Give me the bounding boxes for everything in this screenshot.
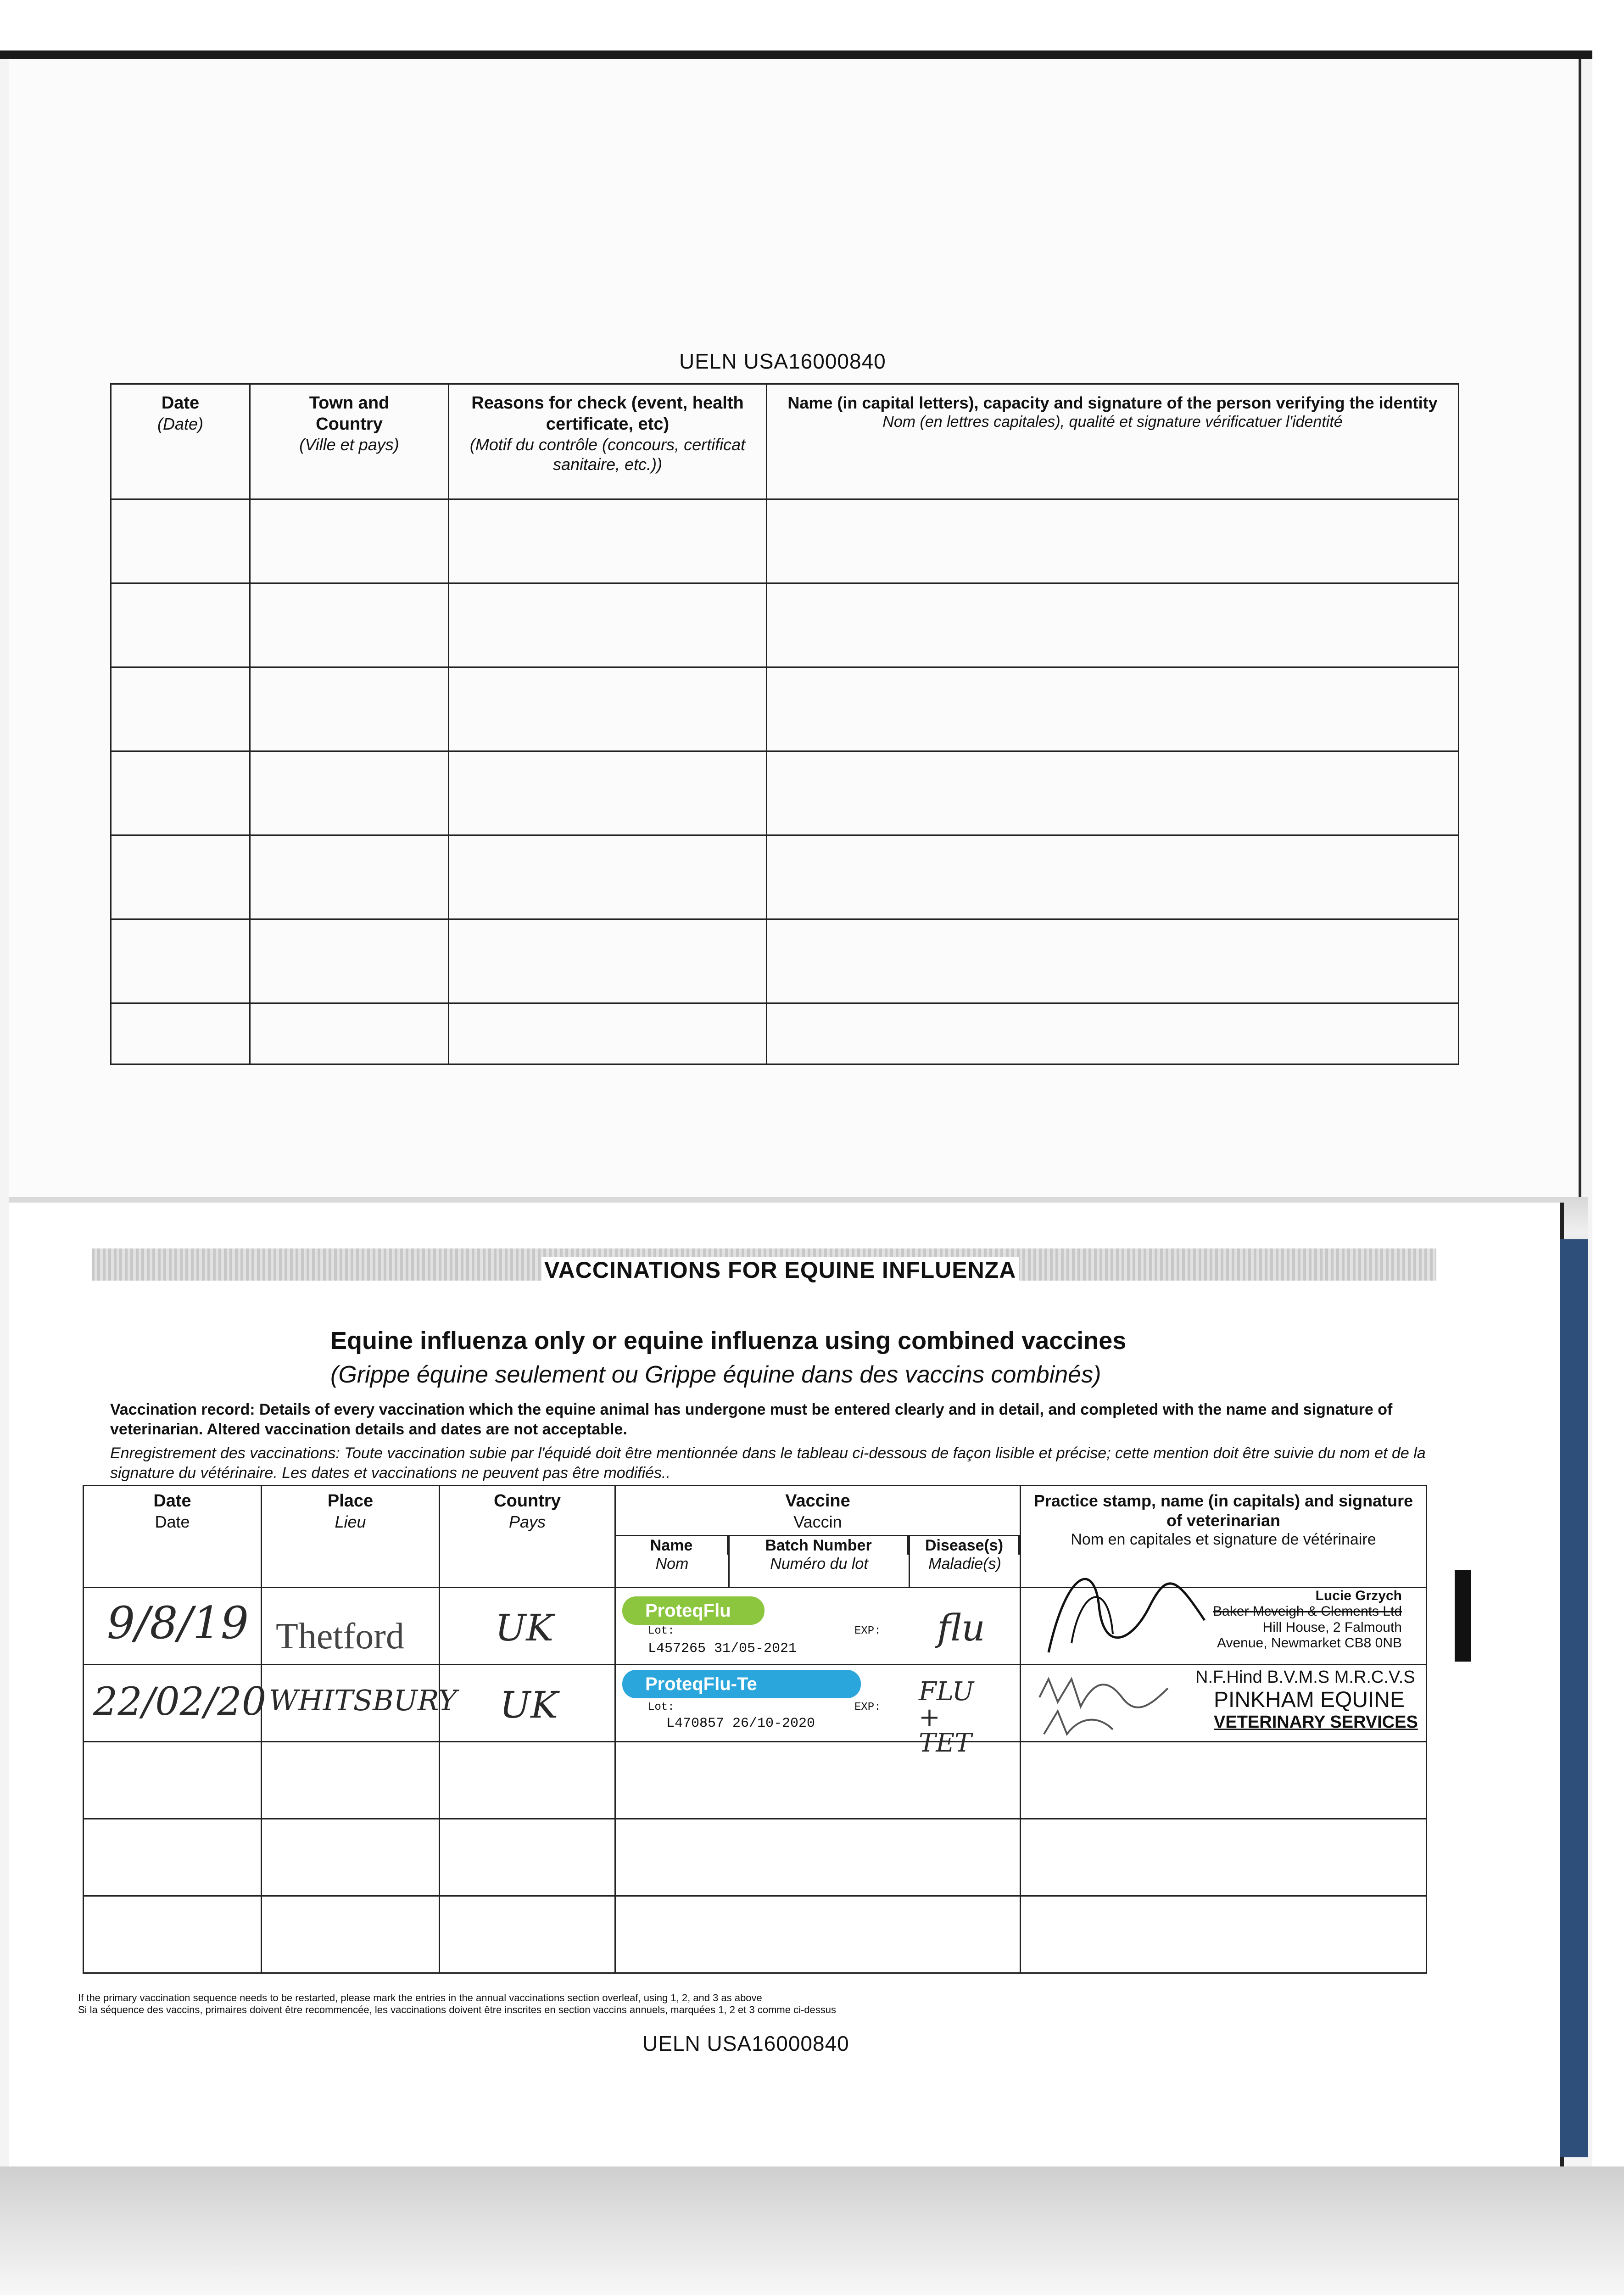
table-row: [84, 1587, 1427, 1664]
scan-background: [0, 0, 1624, 55]
subtitle-fr: (Grippe équine seulement ou Grippe équine dans des vaccins combinés): [330, 1361, 1101, 1388]
entry-practice-stamp: [1021, 1587, 1427, 1664]
table-row: [84, 1896, 1427, 1973]
table-row: [111, 583, 1459, 667]
proteqflu-label: ProteqFlu: [622, 1596, 765, 1625]
proteqflu-te-label: ProteqFlu-Te: [622, 1670, 861, 1698]
header-verifier: Name (in capital letters), capacity and signature of the person verifying the identity Nom (en lettres capitales), qualité et signature vérificatuer l'identité: [767, 384, 1459, 499]
passport-cover-edge: [1560, 1239, 1588, 2157]
page-tab-marker: [1455, 1570, 1471, 1662]
entry-country: UK: [440, 1587, 615, 1664]
entry-vaccine: ProteqFlu Lot: EXP: L457265 31/05-2021 flu: [615, 1587, 1021, 1664]
header-reasons: Reasons for check (event, health certificate, etc) (Motif du contrôle (concours, certificat sanitaire, etc.)): [449, 384, 767, 499]
footnote: If the primary vaccination sequence needs to be restarted, please mark the entries in the annual vaccinations section overleaf, using 1, 2, and 3 as above Si la séquence des vaccins, primaires doivent être recommencée, les vaccinations doivent être inscrites en section vaccins annuels, marquées 1, 2 et 3 comme ci-dessus: [78, 1992, 837, 2016]
table-row: [111, 751, 1459, 835]
header-town-country: Town and Country (Ville et pays): [250, 384, 449, 499]
header-place: Place Lieu: [262, 1486, 440, 1588]
subtitle-en: Equine influenza only or equine influenza using combined vaccines: [330, 1327, 1127, 1355]
entry-date: 22/02/20: [84, 1664, 262, 1741]
table-row: [84, 1741, 1427, 1819]
entry-practice-stamp: [1021, 1664, 1427, 1741]
entry-place: Thetford: [262, 1587, 440, 1664]
identity-checks-table: [110, 383, 1459, 1065]
ueln-top: UELN USA16000840: [679, 349, 886, 373]
vaccination-table: [83, 1485, 1427, 1974]
vet-signature: [1030, 1670, 1195, 1739]
header-date: Date (Date): [111, 384, 250, 499]
table-row: [84, 1819, 1427, 1896]
header-disease: Disease(s) Maladie(s): [910, 1536, 1020, 1587]
table-row: [111, 1003, 1459, 1064]
table-row: [111, 919, 1459, 1003]
scan-margin: [1592, 50, 1624, 2295]
table-row: [84, 1664, 1427, 1741]
header-batch-number: Batch Number Numéro du lot: [730, 1536, 910, 1587]
vet-stamp: Lucie Grzych Baker Mcveigh & Clements Ltd Hill House, 2 Falmouth Avenue, Newmarket CB8 0NB: [1213, 1588, 1402, 1651]
table-row: [111, 667, 1459, 751]
scan-shadow: [0, 2166, 1624, 2295]
record-instructions-en: Vaccination record: Details of every vaccination which the equine animal has undergone must be entered clearly and in detail, and completed with the name and signature of veterinarian. Altered vaccination details and dates are not acceptable.: [110, 1401, 1393, 1438]
header-country: Country Pays: [440, 1486, 615, 1588]
entry-vaccine: ProteqFlu-Te Lot: EXP: L470857 26/10-2020 FLU + TET: [615, 1664, 1021, 1741]
section-title: VACCINATIONS FOR EQUINE INFLUENZA: [541, 1257, 1019, 1283]
entry-place: WHITSBURY: [262, 1664, 440, 1741]
entry-country: UK: [440, 1664, 615, 1741]
table-row: [111, 499, 1459, 583]
ueln-bottom: UELN USA16000840: [642, 2032, 849, 2055]
vet-signature: [1030, 1551, 1214, 1671]
vaccine-subheaders: [616, 1535, 1020, 1587]
header-practice-stamp: Practice stamp, name (in capitals) and signature of veterinarian Nom en capitales et signature de vétérinaire: [1021, 1486, 1427, 1588]
scan-edge: [0, 50, 1592, 59]
header-vaccine-name: Name Nom: [616, 1536, 730, 1587]
header-date: Date Date: [84, 1486, 262, 1588]
entry-date: 9/8/19: [84, 1587, 262, 1664]
header-vaccine: Vaccine Vaccin Name Nom Batch Number Numéro du lot Disease(s) Maladie(s): [615, 1486, 1021, 1588]
record-instructions-fr: Enregistrement des vaccinations: Toute vaccination subie par l'équidé doit être mentionnée dans le tableau ci-dessous de façon lisible et précise; cette mention doit être suivie du nom et de la signature du vétérinaire. Les dates et vaccinations ne peuvent pas être modifiés..: [110, 1444, 1426, 1482]
table-row: [111, 835, 1459, 919]
vet-stamp: N.F.Hind B.V.M.S M.R.C.V.S PINKHAM EQUINE VETERINARY SERVICES: [1195, 1667, 1418, 1732]
